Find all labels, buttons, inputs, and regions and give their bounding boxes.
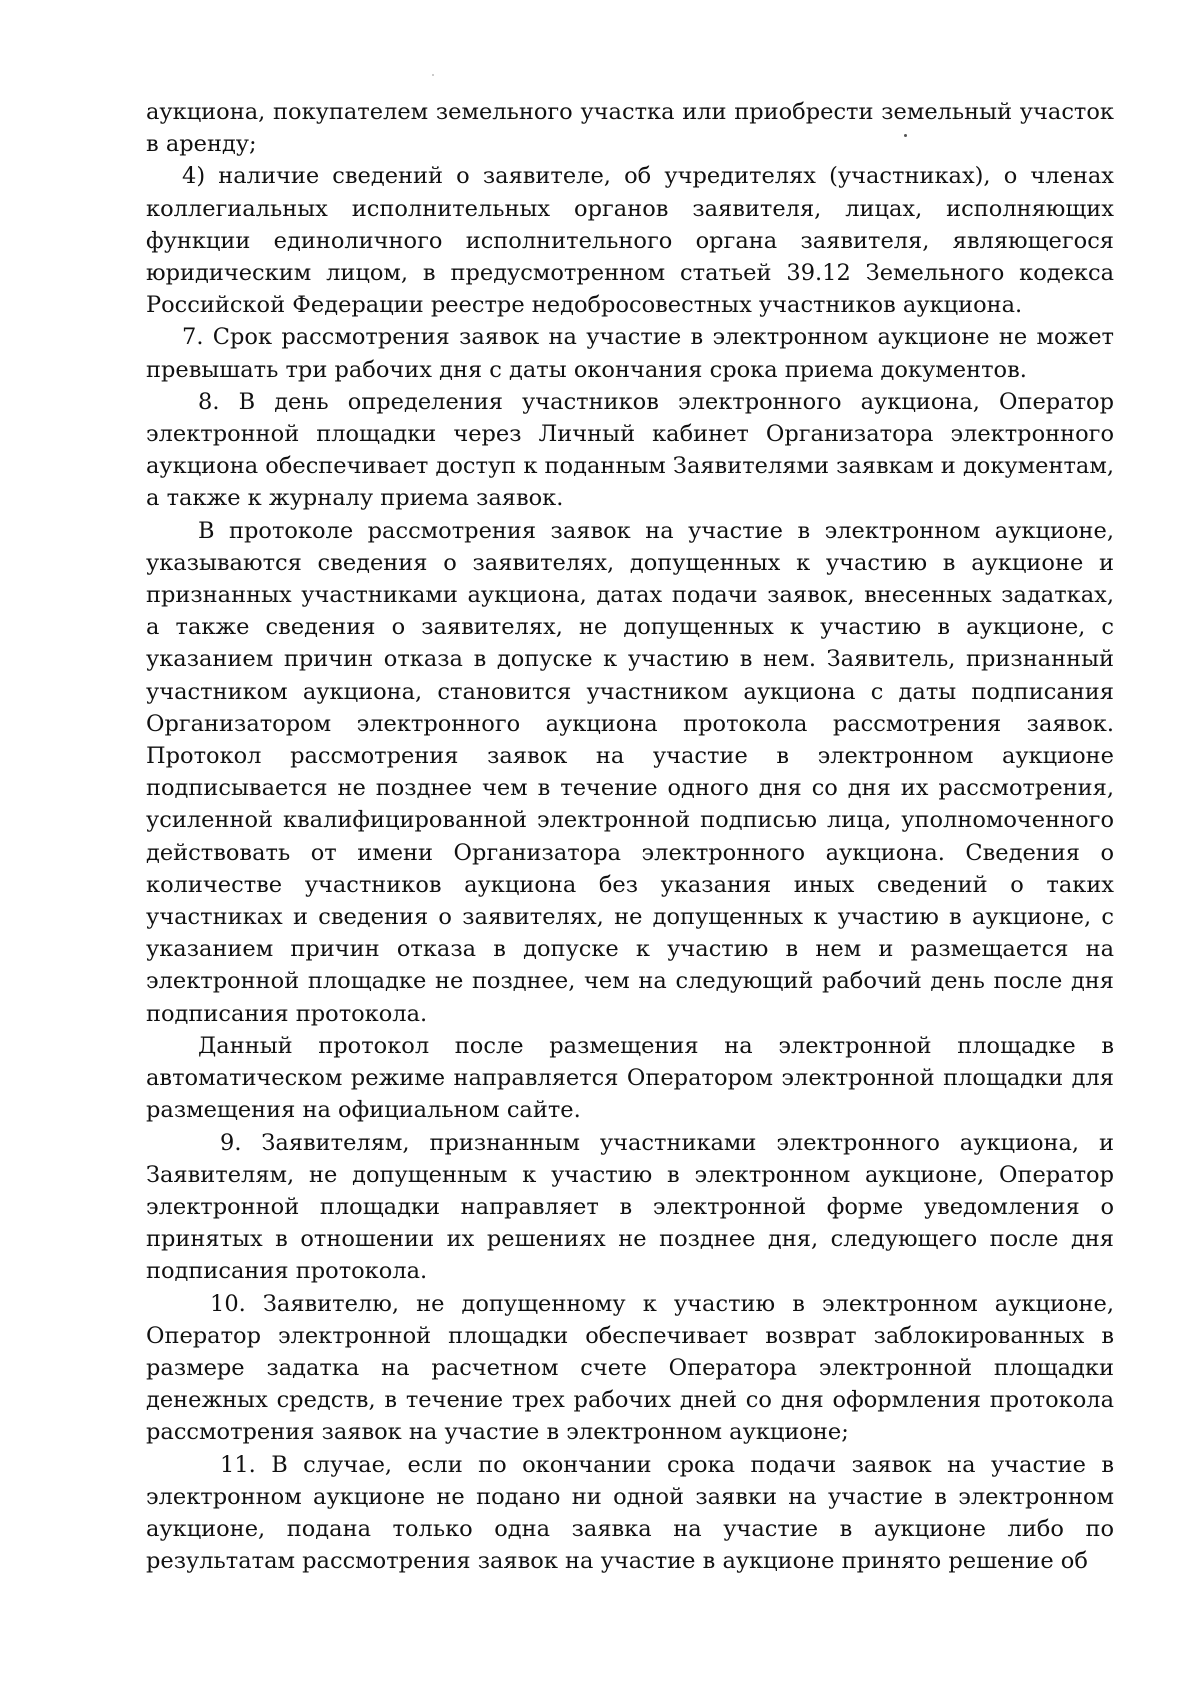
paragraph-item-10: 10. Заявителю, не допущенному к участию в электронном аукционе, Оператор электронной площадки обеспечивает возврат заблокированных в размере задатка на расчетном счете Оператора электронной площадки денежных средств, в течение трех рабочих дней со дня оформления протокола рассмотрения заявок на участие в электронном аукционе; <box>146 1290 1114 1446</box>
paragraph-item-7: 7. Срок рассмотрения заявок на участие в электронном аукционе не может превышать три рабочих дня с даты окончания срока приема документов. <box>146 324 1114 383</box>
paragraph-item-8: 8. В день определения участников электронного аукциона, Оператор электронной площадки через Личный кабинет Организатора электронного аукциона обеспечивает доступ к поданным Заявителями заявкам и документам, а также к журналу приема заявок. <box>146 388 1114 512</box>
paragraph-item-4: 4) наличие сведений о заявителе, об учредителях (участниках), о членах коллегиальных исполнительных органов заявителя, лицах, исполняющих функции единоличного исполнительного органа заявителя, являющегося юридическим лицом, в предусмотренном статьей 39.12 Земельного кодекса Российской Федерации реестре недобросовестных участников аукциона. <box>146 163 1114 319</box>
paragraph-continuation: аукциона, покупателем земельного участка или приобрести земельный участок в аренду; <box>146 99 1114 158</box>
paragraph-item-9: 9. Заявителям, признанным участниками электронного аукциона, и Заявителям, не допущенным к участию в электронном аукционе, Оператор электронной площадки направляет в электронной форме уведомления о принятых в отношении их решениях не позднее дня, следующего после дня подписания протокола. <box>146 1129 1114 1285</box>
paragraph-item-11: 11. В случае, если по окончании срока подачи заявок на участие в электронном аукционе не подано ни одной заявки на участие в электронном аукционе, подана только одна заявка на участие в аукционе либо по результатам рассмотрения заявок на участие в аукционе принято решение об <box>146 1451 1114 1575</box>
scan-speck <box>432 74 434 76</box>
paragraph-protocol-placement: Данный протокол после размещения на электронной площадке в автоматическом режиме направляется Оператором электронной площадки для размещения на официальном сайте. <box>146 1032 1114 1124</box>
paragraph-protocol: В протоколе рассмотрения заявок на участие в электронном аукционе, указываются сведения о заявителях, допущенных к участию в аукционе и признанных участниками аукциона, датах подачи заявок, внесенных задатках, а также сведения о заявителях, не допущенных к участию в аукционе, с указанием причин отказа в допуске к участию в нем. Заявитель, признанный участником аукциона, становится участником аукциона с даты подписания Организатором электронного аукциона протокола рассмотрения заявок. Протокол рассмотрения заявок на участие в электронном аукционе подписывается не позднее чем в течение одного дня со дня их рассмотрения, усиленной квалифицированной электронной подписью лица, уполномоченного действовать от имени Организатора электронного аукциона. Сведения о количестве участников аукциона без указания иных сведений о таких участниках и сведения о заявителях, не допущенных к участию в аукционе, с указанием причин отказа в допуске к участию в нем и размещается на электронной площадке не позднее, чем на следующий рабочий день после дня подписания протокола. <box>146 517 1114 1027</box>
document-body <box>146 96 1114 1577</box>
